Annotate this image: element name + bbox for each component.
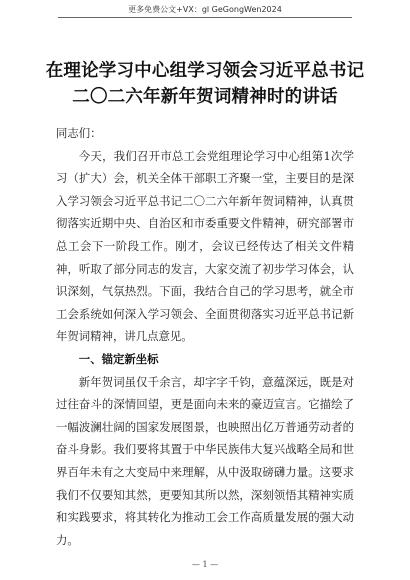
header-divider — [58, 17, 352, 18]
page-number: — 1 — — [191, 560, 219, 569]
paragraph-intro: 今天，我们召开市总工会党组理论学习中心组第1次学习（扩大）会，机关全体干部职工齐聚一堂，主要目的是深入学习领会习近平总书记二〇二六年新年贺词精神，认真贯彻落实近期中央、自治区和市委重要文件精神，研究部署市总工会下一阶段工作。刚才，会议已经传达了相关文件精神，听取了部分同志的发言，大家交流了初步学习体会，认识深刻，气氛热烈。下面，我结合自己的学习思考，就全市工会系统如何深入学习领会、全面贯彻落实习近平总书记新年贺词精神，讲几点意见。 — [56, 148, 354, 344]
document-body — [56, 122, 354, 551]
document-title — [40, 58, 370, 110]
title-line-2: 二〇二六年新年贺词精神时的讲话 — [72, 87, 338, 107]
salutation: 同志们： — [56, 126, 102, 140]
header-note: 更多免费公文+VX：gl GeGongWen2024 — [128, 5, 282, 14]
title-line-1: 在理论学习中心组学习领会习近平总书记 — [45, 61, 365, 81]
section-heading-1: 一、锚定新坐标 — [78, 351, 159, 366]
paragraph-section-1: 新年贺词虽仅千余言，却字字千钧，意蕴深远，既是对过往奋斗的深情回望，更是面向未来的豪迈宣言。它描绘了一幅波澜壮阔的国家发展图景，也映照出亿万普通劳动者的奋斗身影。我们要将其置于中华民族伟大复兴战略全局和世界百年未有之大变局中来理解，从中汲取磅礴力量。这要求我们不仅要知其然，更要知其所以然，深刻领悟其精神实质和实践要求，将其转化为推动工会工作高质量发展的强大动力。 — [56, 374, 354, 547]
